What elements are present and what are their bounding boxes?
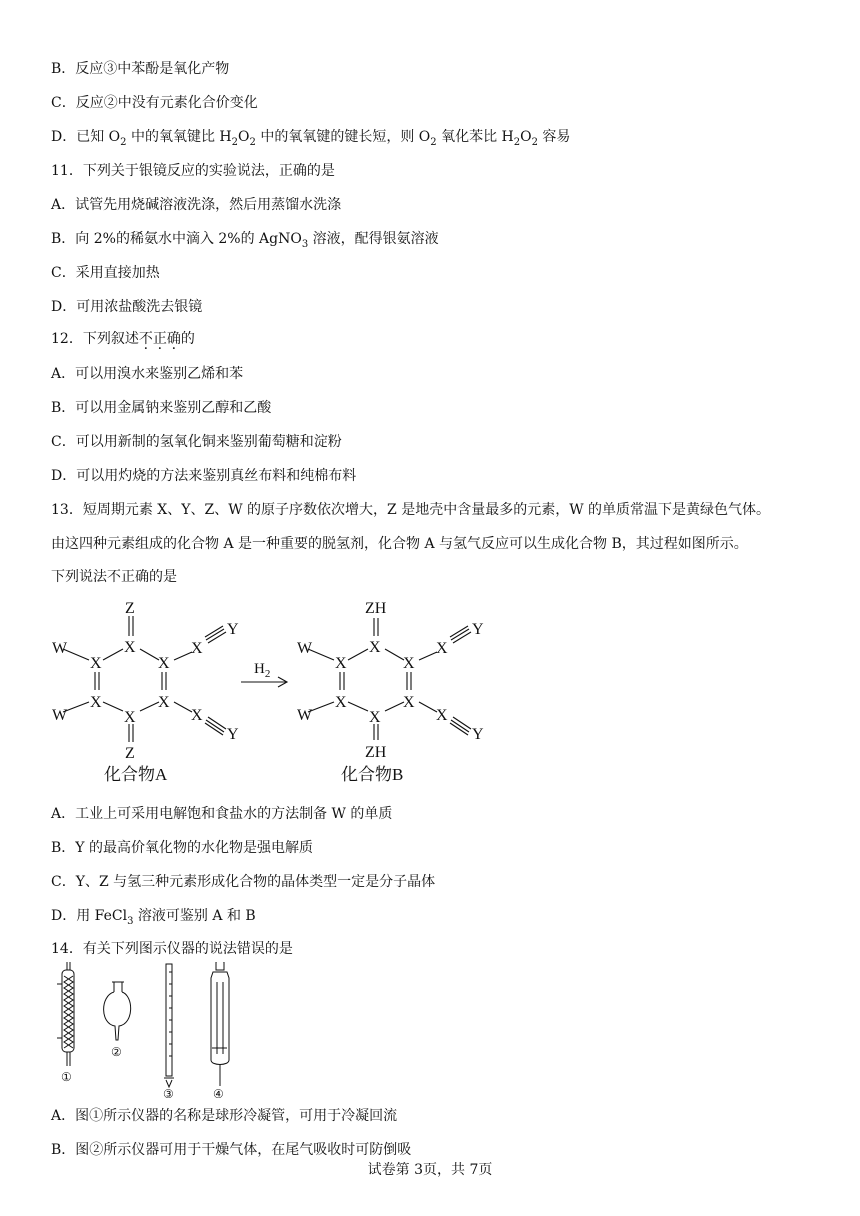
reaction-arrow-label: $H_2$ [254,661,271,680]
atom-label: X [191,707,203,724]
question-13-line1: 13．短周期元素 X、Y、Z、W 的原子序数依次增大，Z 是地壳中含量最多的元素，W 的单质常温下是黄绿色气体。 [51,502,771,518]
option-11a: A．试管先用烧碱溶液洗涤，然后用蒸馏水洗涤 [51,197,342,213]
atom-label: W [52,707,68,724]
ball-condenser-icon [57,962,74,1066]
atom-label: X [90,694,102,711]
question-14: 14．有关下列图示仪器的说法错误的是 [51,941,293,957]
option-10d: D．已知 $O_2$ 中的氧氧键比 $H_2O_2$ 中的氧氧键的键长短，则 $O_2$ 氧化苯比 $H_2O_2$ 容易 [51,129,571,148]
figure-number-4: ④ [213,1087,224,1098]
atom-label: X [335,655,347,672]
atom-label: Z [125,745,135,762]
figure-number-1: ① [61,1070,72,1084]
atom-label: W [297,707,313,724]
atom-label: X [436,707,448,724]
atom-label: X [369,709,381,726]
option-13c: C．Y、Z 与氢三种元素形成化合物的晶体类型一定是分子晶体 [51,874,436,890]
atom-label: X [158,655,170,672]
option-14b: B．图②所示仪器可用于干燥气体，在尾气吸收时可防倒吸 [51,1142,412,1158]
atom-label: X [90,655,102,672]
atom-label: Y [472,726,484,743]
option-10c: C．反应②中没有元素化合价变化 [51,95,258,111]
atom-label: W [52,640,68,657]
atom-label: X [436,640,448,657]
page-footer: 试卷第 3页，共 7页 [367,1162,493,1178]
option-12c: C．可以用新制的氢氧化铜来鉴别葡萄糖和淀粉 [51,434,342,450]
atom-label: W [297,640,313,657]
option-13b: B．Y 的最高价氧化物的水化物是强电解质 [51,840,313,856]
atom-label: X [403,655,415,672]
atom-label: X [335,694,347,711]
atom-label: X [403,694,415,711]
atom-label: Y [472,621,484,638]
option-11b: B．向 2%的稀氨水中滴入 2%的 AgNO$_3$ 溶液，配得银氨溶液 [51,231,439,250]
option-12b: B．可以用金属钠来鉴别乙醇和乙酸 [51,400,272,416]
atom-label: ZH [365,744,387,761]
compound-b-label: 化合物B [341,765,404,784]
atom-label: X [124,639,136,656]
option-11c: C．采用直接加热 [51,265,160,281]
question-13-line3: 下列说法不正确的是 [51,569,177,585]
question-11: 11．下列关于银镜反应的实验说法，正确的是 [51,163,335,179]
burette-icon [164,964,174,1087]
option-12a: A．可以用溴水来鉴别乙烯和苯 [51,366,244,382]
option-14a: A．图①所示仪器的名称是球形冷凝管，可用于冷凝回流 [51,1108,398,1124]
atom-label: X [158,694,170,711]
figure-number-2: ② [111,1045,122,1059]
question-12: 12．下列叙述不正确的 [51,331,195,347]
option-12d: D．可以用灼烧的方法来鉴别真丝布料和纯棉布料 [51,468,357,484]
atom-label: Y [227,621,239,638]
figure-number-3: ③ [163,1087,174,1098]
atom-label: X [191,640,203,657]
reaction-diagram [40,596,560,786]
atom-label: Y [227,726,239,743]
drying-bulb-icon [104,982,131,1040]
option-11d: D．可用浓盐酸洗去银镜 [51,299,203,315]
dropping-funnel-icon [211,962,229,1086]
question-13-line2: 由这四种元素组成的化合物 A 是一种重要的脱氢剂，化合物 A 与氢气反应可以生成化合物 B，其过程如图所示。 [51,536,748,552]
option-13d: D．用 FeCl$_3$ 溶液可鉴别 A 和 B [51,908,256,927]
apparatus-figure [45,962,245,1098]
atom-label: Z [125,600,135,617]
option-10b: B．反应③中苯酚是氧化产物 [51,61,230,77]
compound-a-label: 化合物A [104,765,168,784]
atom-label: X [369,639,381,656]
option-13a: A．工业上可采用电解饱和食盐水的方法制备 W 的单质 [51,806,393,822]
atom-label: ZH [365,600,387,617]
atom-label: X [124,709,136,726]
